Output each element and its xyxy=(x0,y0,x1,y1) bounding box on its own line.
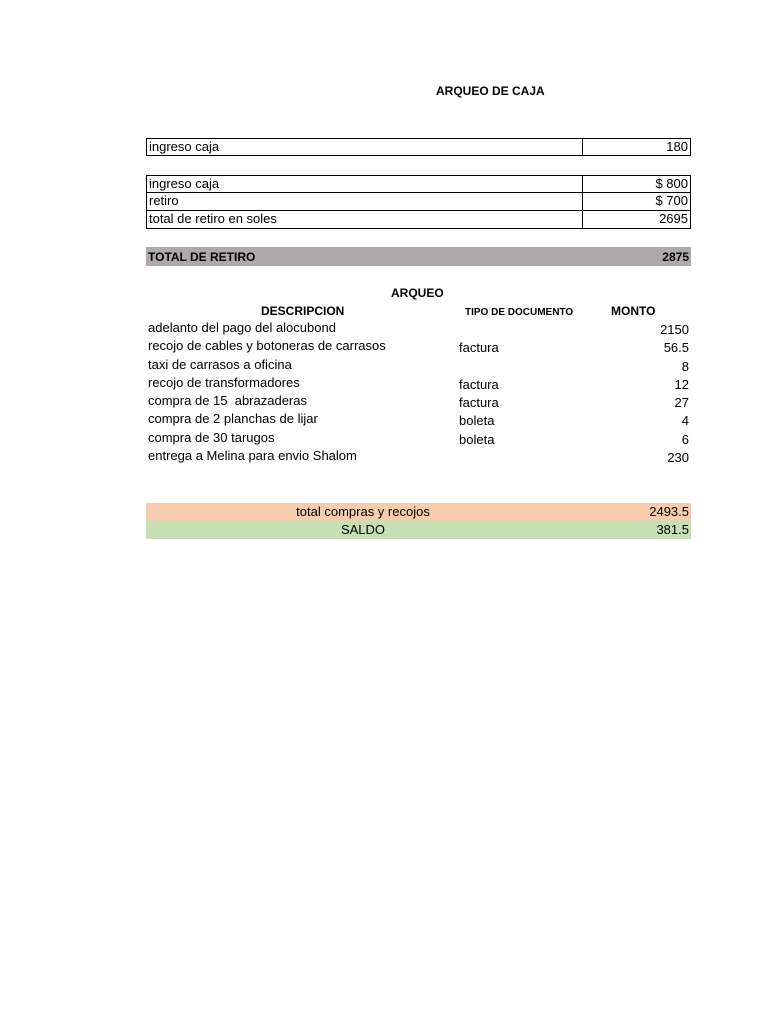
item-monto[interactable]: 230 xyxy=(667,450,689,466)
retiro-table-label[interactable]: ingreso caja xyxy=(146,175,582,193)
saldo-row xyxy=(146,521,691,539)
total-retiro-row xyxy=(146,247,691,266)
list-item xyxy=(146,393,691,411)
item-monto[interactable]: 12 xyxy=(674,376,689,392)
list-item xyxy=(146,338,691,356)
saldo-label[interactable]: SALDO xyxy=(340,522,386,537)
total-compras-value[interactable]: 2493.5 xyxy=(649,504,689,519)
total-compras-label[interactable]: total compras y recojos xyxy=(296,504,430,519)
item-descripcion[interactable]: recojo de transformadores xyxy=(148,374,300,390)
item-descripcion[interactable]: recojo de cables y botoneras de carrasos xyxy=(148,338,386,354)
retiro-table xyxy=(0,175,768,229)
page-title: ARQUEO DE CAJA xyxy=(436,84,545,98)
arqueo-title: ARQUEO xyxy=(391,286,444,300)
item-monto[interactable]: 8 xyxy=(681,358,689,374)
item-descripcion[interactable]: compra de 15 abrazaderas xyxy=(148,393,307,409)
saldo-value[interactable]: 381.5 xyxy=(656,522,689,537)
total-retiro-label[interactable]: TOTAL DE RETIRO xyxy=(148,249,256,264)
retiro-table-label[interactable]: total de retiro en soles xyxy=(146,211,582,229)
list-item xyxy=(146,411,691,429)
list-item xyxy=(146,320,691,338)
item-tipo[interactable]: factura xyxy=(459,376,499,392)
ingreso-caja-value[interactable]: 180 xyxy=(582,138,691,156)
arqueo-items-list xyxy=(146,320,691,466)
retiro-table-label[interactable]: retiro xyxy=(146,193,582,211)
list-item xyxy=(146,448,691,466)
tipo-documento-header: TIPO DE DOCUMENTO xyxy=(465,307,574,318)
ingreso-caja-label[interactable]: ingreso caja xyxy=(146,138,582,156)
list-item xyxy=(146,357,691,375)
retiro-table-row xyxy=(146,175,691,193)
item-descripcion[interactable]: compra de 30 tarugos xyxy=(148,429,275,445)
monto-header: MONTO xyxy=(611,304,656,318)
item-tipo[interactable]: factura xyxy=(459,395,499,411)
list-item xyxy=(146,375,691,393)
item-monto[interactable]: 27 xyxy=(674,395,689,411)
item-descripcion[interactable]: entrega a Melina para envio Shalom xyxy=(148,448,357,464)
item-monto[interactable]: 4 xyxy=(681,413,689,429)
total-compras-row xyxy=(146,503,691,521)
item-tipo[interactable]: factura xyxy=(459,340,499,356)
descripcion-header: DESCRIPCION xyxy=(261,304,345,318)
retiro-table-row xyxy=(146,211,691,229)
item-descripcion[interactable]: adelanto del pago del alocubond xyxy=(148,320,336,335)
item-descripcion[interactable]: compra de 2 planchas de lijar xyxy=(148,411,318,427)
item-monto[interactable]: 56.5 xyxy=(663,340,689,356)
item-tipo[interactable]: boleta xyxy=(459,431,495,447)
retiro-table-value[interactable]: $ 800 xyxy=(582,175,691,193)
ingreso-caja-row xyxy=(146,138,691,156)
item-descripcion[interactable]: taxi de carrasos a oficina xyxy=(148,356,292,372)
retiro-table-value[interactable]: $ 700 xyxy=(582,193,691,211)
retiro-table-row xyxy=(146,193,691,211)
retiro-table-value[interactable]: 2695 xyxy=(582,211,691,229)
item-monto[interactable]: 6 xyxy=(681,431,689,447)
total-retiro-value[interactable]: 2875 xyxy=(662,249,689,264)
item-tipo[interactable]: boleta xyxy=(459,413,495,429)
list-item xyxy=(146,430,691,448)
item-monto[interactable]: 2150 xyxy=(660,322,689,337)
